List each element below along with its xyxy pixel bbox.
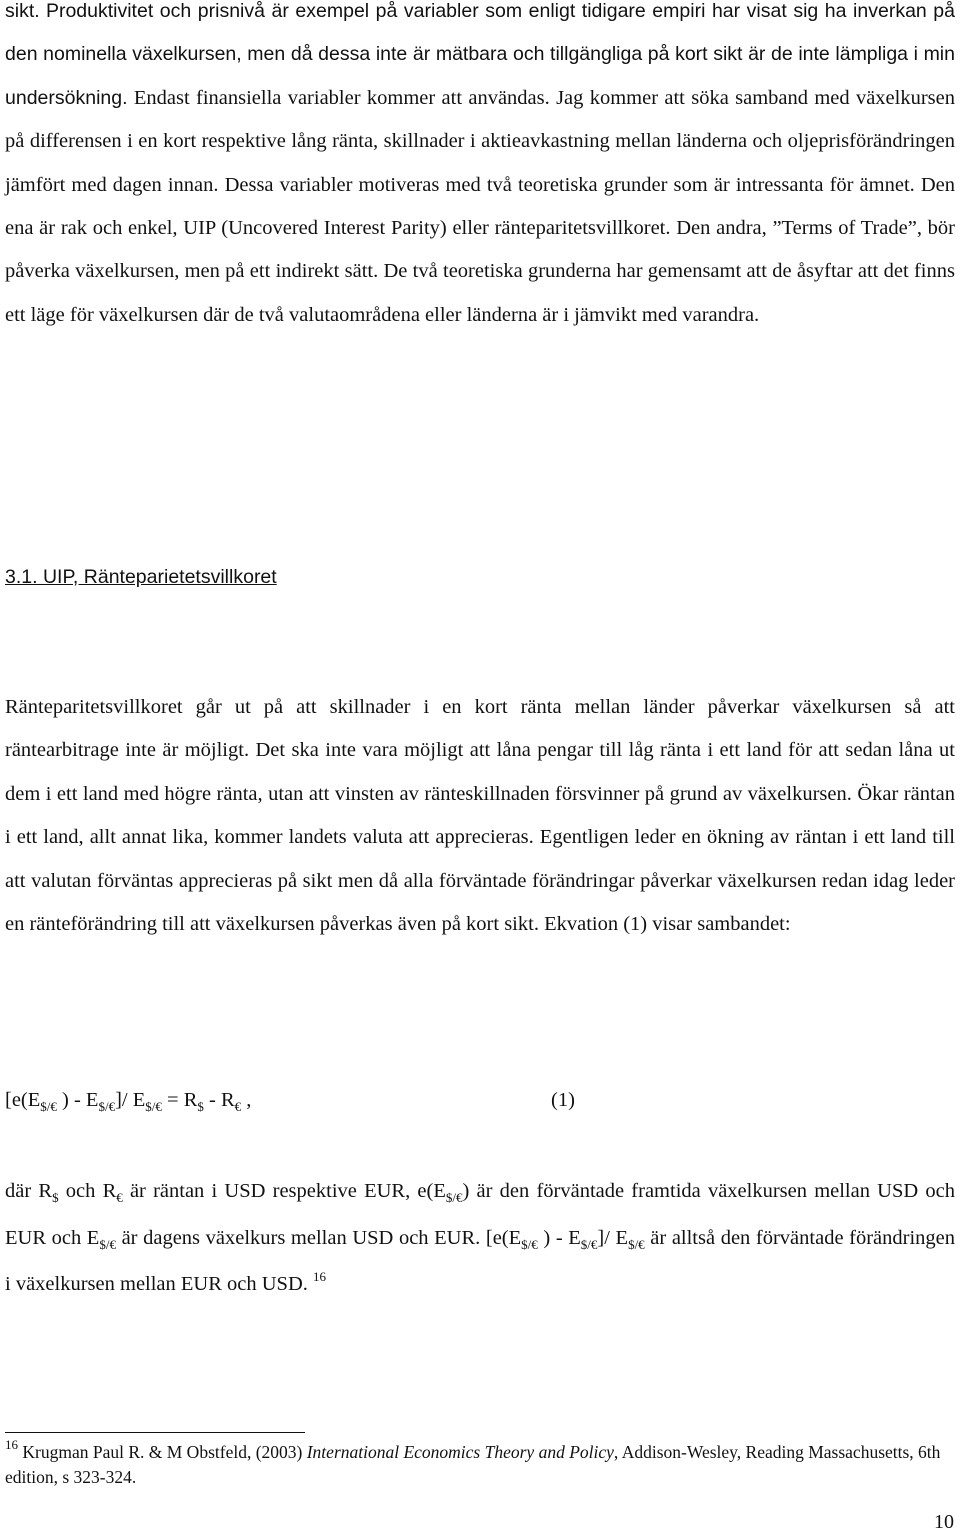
paragraph-equation-explanation: där $R_{\$}$ och $R_€$ är räntan i USD respektive EUR, $e(E_{\$/€})$ är den förväntade framtida växelkursen mellan USD och EUR och $E_{\$/€}$ är dagens växelkurs mellan USD och EUR. [$e(E_{\$/€}$ ) - $E_{\$/€}]/$ $E_{\$/€}$ är alltså den förväntade förändringen i växelkursen mellan EUR och USD. $^{16}$ — [5, 1180, 956, 1295]
page-number: 10 — [934, 1511, 954, 1533]
footnote-book-title: International Economics Theory and Policy — [306, 1442, 614, 1462]
equation-number: (1) — [551, 1089, 575, 1111]
paragraph-lead: sikt. — [5, 0, 40, 22]
paragraph-text: Endast finansiella variabler kommer att användas. Jag kommer att söka samband med växelkursen på differensen i en kort respektive lång ränta, skillnader i aktieavkastning mellan länderna och oljeprisförändringen jämfört med dagen innan. Dessa variabler motiveras med två teoretiska grunder som är intressanta för ämnet. Den ena är rak och enkel, UIP (Uncovered Interest Parity) eller ränteparitetsvillkoret. Den andra, ”Terms of Trade”, bör påverka växelkursen, men på ett indirekt sätt. De två teoretiska grunderna har gemensamt att de åsyftar att det finns ett läge för växelkursen där de två valutaområdena eller länderna är i jämvikt med varandra. — [5, 86, 956, 326]
footnote: $^{16}$ Krugman Paul R. & M Obstfeld, (2003) International Economics Theory and Policy, Addison-Wesley, Reading Massachusetts, 6th edition, s 323-324. — [5, 1437, 941, 1487]
footnote-divider — [5, 1432, 305, 1433]
footnote-reference[interactable]: 16 — [313, 1269, 327, 1284]
paragraph-variables — [5, 0, 955, 337]
equation-body: [$e(E_{\$/€}$ ) - $E_{\$/€}]/$ $E_{\$/€} = R_{\$} - R_€$ , — [5, 1089, 252, 1114]
equation-1 — [5, 1078, 955, 1122]
paragraph-uip: Ränteparitetsvillkoret går ut på att skillnader i en kort ränta mellan länder påverkar växelkursen så att räntearbitrage inte är möjligt. Det ska inte vara möjligt att låna pengar till låg ränta i ett land för att sedan låna ut dem i ett land med högre ränta, utan att vinsten av ränteskillnaden försvinner på grund av växelkursen. Ökar räntan i ett land, allt annat lika, kommer landets valuta att apprecieras. Egentligen leder en ökning av räntan i ett land till att valutan förväntas apprecieras på sikt men då alla förväntade förändringar påverkar växelkursen redan idag leder en ränteförändring till att växelkursen påverkas även på kort sikt. Ekvation (1) visar sambandet: — [5, 696, 955, 936]
paragraph-sans-text: Produktivitet och prisnivå är exempel på variabler som enligt tidigare empiri har visat sig ha inverkan på den nominella växelkursen, men då dessa inte är mätbara och tillgängliga på kort sikt är de inte lämpliga i min undersökning. — [5, 0, 955, 109]
footnote-marker: 16 — [5, 1437, 18, 1452]
section-heading: 3.1. UIP, Ränteparietetsvillkoret — [5, 566, 277, 588]
